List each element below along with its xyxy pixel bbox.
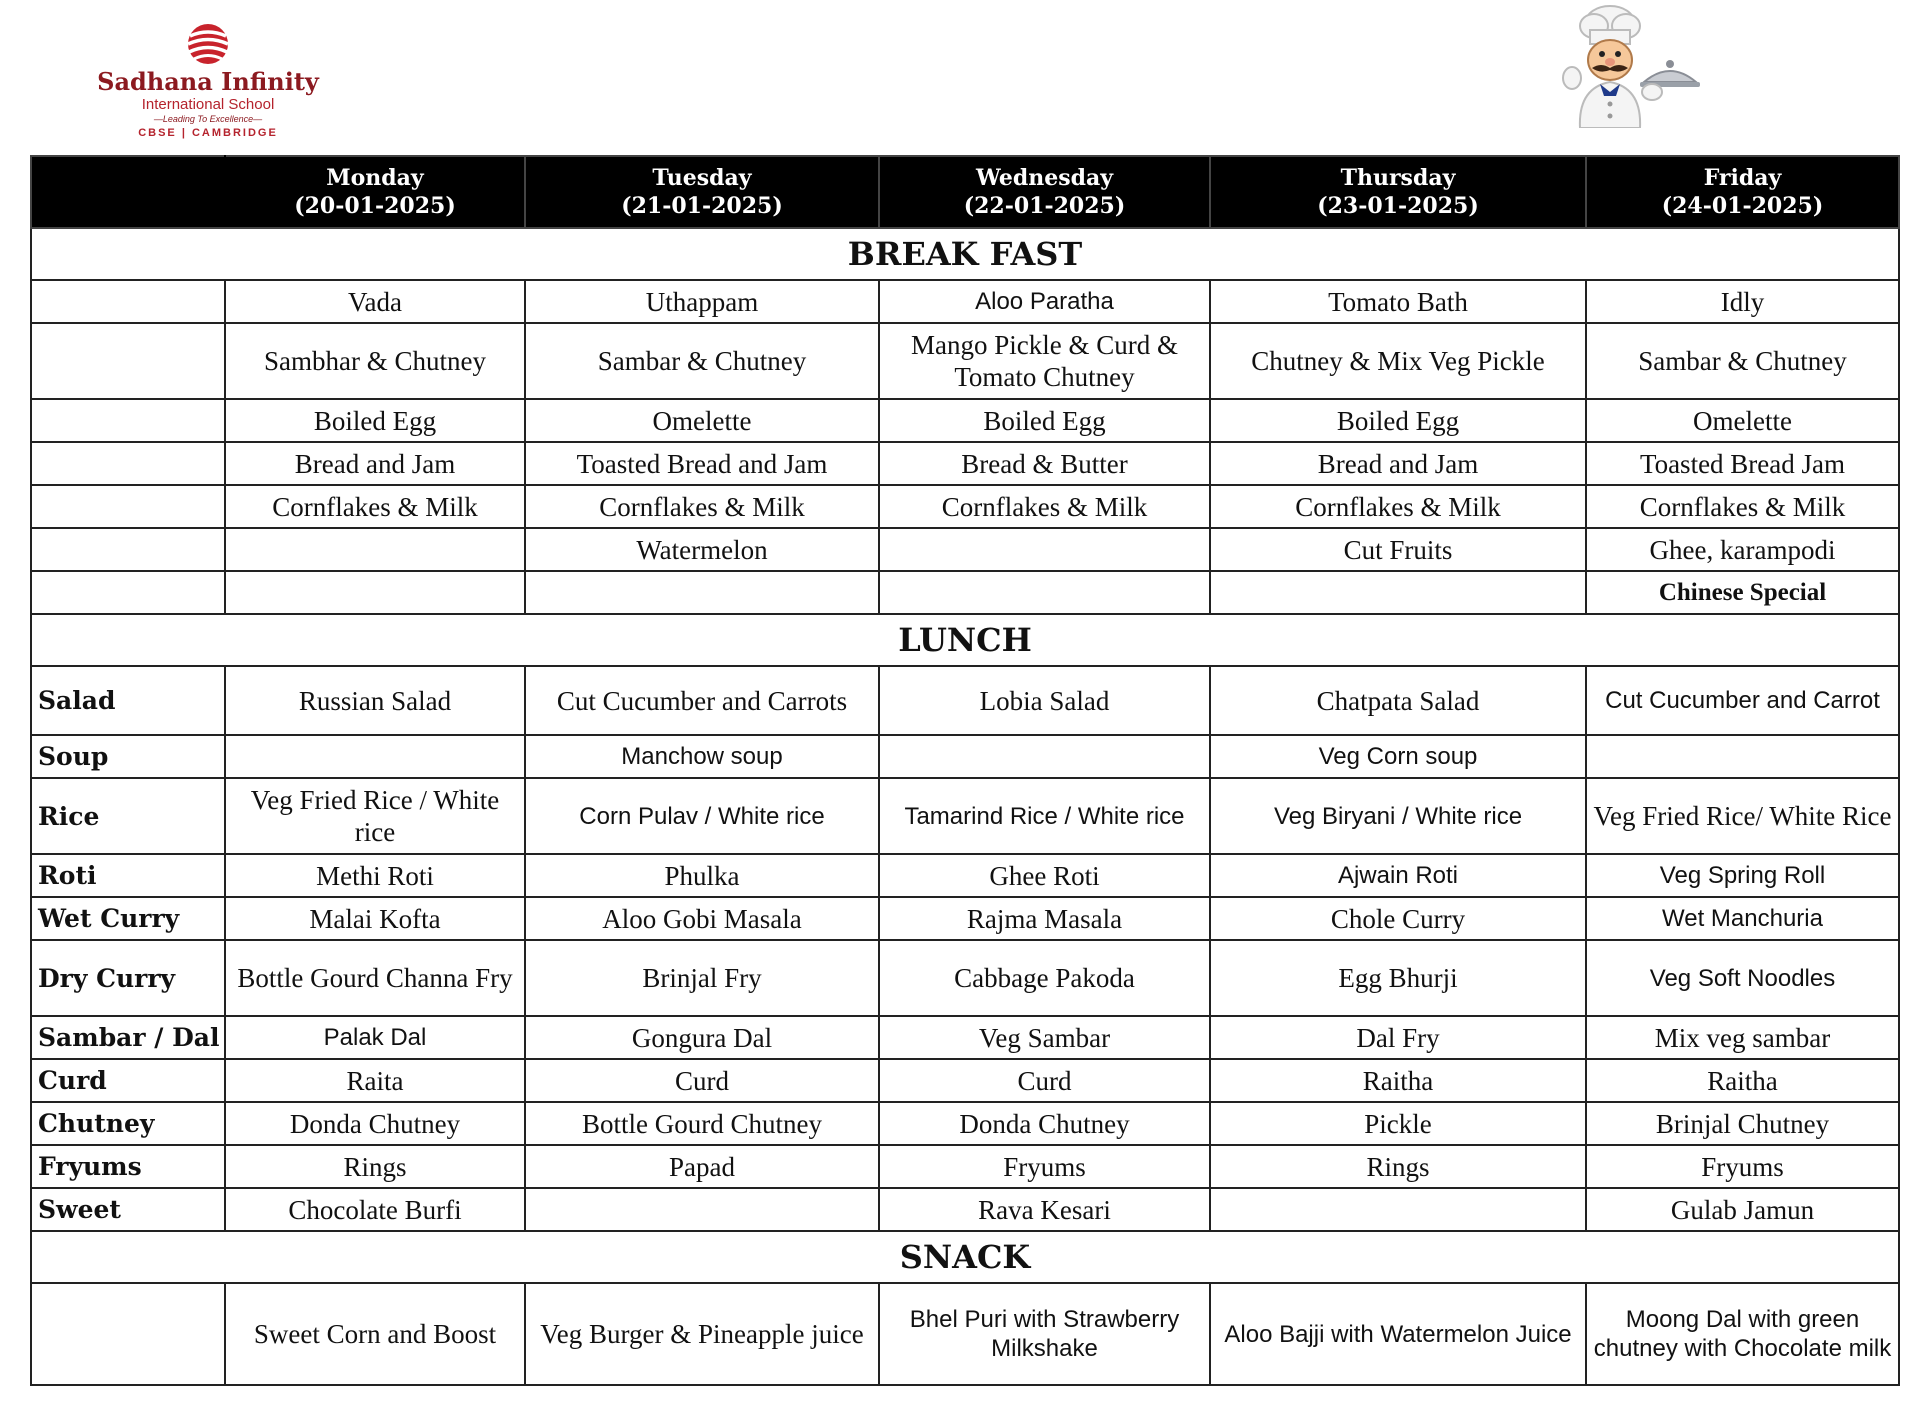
row-label-cell bbox=[31, 399, 225, 442]
menu-cell: Palak Dal bbox=[225, 1016, 525, 1059]
menu-cell: Toasted Bread Jam bbox=[1586, 442, 1899, 485]
menu-cell: Bread and Jam bbox=[225, 442, 525, 485]
menu-cell bbox=[1586, 735, 1899, 778]
menu-cell: Rava Kesari bbox=[879, 1188, 1210, 1231]
menu-cell: Chatpata Salad bbox=[1210, 666, 1586, 735]
header-tuesday bbox=[525, 156, 879, 228]
menu-cell: Aloo Paratha bbox=[879, 280, 1210, 323]
table-row bbox=[31, 1188, 1899, 1231]
menu-cell: Mango Pickle & Curd & Tomato Chutney bbox=[879, 323, 1210, 399]
menu-cell: Cut Cucumber and Carrot bbox=[1586, 666, 1899, 735]
row-label-cell bbox=[31, 323, 225, 399]
menu-cell: Rings bbox=[225, 1145, 525, 1188]
menu-cell bbox=[225, 571, 525, 614]
menu-cell: Lobia Salad bbox=[879, 666, 1210, 735]
header-friday bbox=[1586, 156, 1899, 228]
menu-cell: Gongura Dal bbox=[525, 1016, 879, 1059]
menu-cell: Ghee, karampodi bbox=[1586, 528, 1899, 571]
row-label-salad: Salad bbox=[31, 666, 225, 735]
table-row bbox=[31, 940, 1899, 1016]
menu-cell: Cornflakes & Milk bbox=[1586, 485, 1899, 528]
section-row-snack bbox=[31, 1231, 1899, 1283]
menu-cell: Vada bbox=[225, 280, 525, 323]
menu-cell: Omelette bbox=[1586, 399, 1899, 442]
row-label-wet-curry: Wet Curry bbox=[31, 897, 225, 940]
menu-cell: Idly bbox=[1586, 280, 1899, 323]
menu-cell: Curd bbox=[525, 1059, 879, 1102]
header-blank-cell bbox=[31, 156, 225, 228]
day-date: (24-01-2025) bbox=[1661, 193, 1824, 219]
menu-cell: Raita bbox=[225, 1059, 525, 1102]
table-row bbox=[31, 735, 1899, 778]
row-label-cell bbox=[31, 442, 225, 485]
menu-cell: Malai Kofta bbox=[225, 897, 525, 940]
menu-cell: Veg Soft Noodles bbox=[1586, 940, 1899, 1016]
menu-cell: Chole Curry bbox=[1210, 897, 1586, 940]
day-name: Monday bbox=[326, 165, 424, 191]
menu-cell: Veg Sambar bbox=[879, 1016, 1210, 1059]
header-thursday bbox=[1210, 156, 1586, 228]
day-date: (23-01-2025) bbox=[1317, 193, 1479, 219]
table-row bbox=[31, 442, 1899, 485]
menu-cell: Chocolate Burfi bbox=[225, 1188, 525, 1231]
menu-cell: Veg Fried Rice / White rice bbox=[225, 778, 525, 854]
school-boards: CBSE | CAMBRIDGE bbox=[138, 127, 278, 139]
menu-cell: Corn Pulav / White rice bbox=[525, 778, 879, 854]
menu-cell: Pickle bbox=[1210, 1102, 1586, 1145]
menu-cell: Veg Corn soup bbox=[1210, 735, 1586, 778]
table-row bbox=[31, 1145, 1899, 1188]
table-row bbox=[31, 1102, 1899, 1145]
table-row bbox=[31, 778, 1899, 854]
table-row bbox=[31, 1016, 1899, 1059]
row-label-sambar-dal: Sambar / Dal bbox=[31, 1016, 225, 1059]
menu-cell: Phulka bbox=[525, 854, 879, 897]
menu-cell: Cut Cucumber and Carrots bbox=[525, 666, 879, 735]
menu-cell: Bread and Jam bbox=[1210, 442, 1586, 485]
menu-table bbox=[30, 155, 1900, 1386]
section-title-snack: SNACK bbox=[31, 1231, 1899, 1283]
row-label-soup: Soup bbox=[31, 735, 225, 778]
menu-cell: Bottle Gourd Channa Fry bbox=[225, 940, 525, 1016]
menu-cell bbox=[1210, 1188, 1586, 1231]
menu-cell: Aloo Bajji with Watermelon Juice bbox=[1210, 1283, 1586, 1385]
school-name: Sadhana Infinity bbox=[97, 67, 319, 96]
menu-cell: Bhel Puri with Strawberry Milkshake bbox=[879, 1283, 1210, 1385]
menu-cell: Donda Chutney bbox=[225, 1102, 525, 1145]
menu-cell: Moong Dal with green chutney with Chocolate milk bbox=[1586, 1283, 1899, 1385]
table-row bbox=[31, 854, 1899, 897]
menu-cell: Sambhar & Chutney bbox=[225, 323, 525, 399]
row-label-cell bbox=[31, 1283, 225, 1385]
header-wednesday bbox=[879, 156, 1210, 228]
row-label-cell bbox=[31, 571, 225, 614]
menu-cell: Bottle Gourd Chutney bbox=[525, 1102, 879, 1145]
menu-cell: Tomato Bath bbox=[1210, 280, 1586, 323]
school-logo bbox=[88, 22, 328, 148]
menu-cell: Cut Fruits bbox=[1210, 528, 1586, 571]
row-label-roti: Roti bbox=[31, 854, 225, 897]
table-row bbox=[31, 485, 1899, 528]
menu-cell: Chutney & Mix Veg Pickle bbox=[1210, 323, 1586, 399]
menu-cell: Veg Burger & Pineapple juice bbox=[525, 1283, 879, 1385]
header-monday bbox=[225, 156, 525, 228]
section-row-lunch bbox=[31, 614, 1899, 666]
row-label-cell bbox=[31, 280, 225, 323]
menu-cell: Rajma Masala bbox=[879, 897, 1210, 940]
menu-cell: Brinjal Chutney bbox=[1586, 1102, 1899, 1145]
menu-cell: Cornflakes & Milk bbox=[525, 485, 879, 528]
menu-cell bbox=[525, 1188, 879, 1231]
day-name: Friday bbox=[1703, 165, 1782, 191]
menu-cell: Curd bbox=[879, 1059, 1210, 1102]
menu-cell: Methi Roti bbox=[225, 854, 525, 897]
menu-cell: Fryums bbox=[1586, 1145, 1899, 1188]
table-row bbox=[31, 528, 1899, 571]
menu-cell bbox=[1210, 571, 1586, 614]
row-label-curd: Curd bbox=[31, 1059, 225, 1102]
chef-icon bbox=[1548, 0, 1708, 128]
header-row bbox=[31, 156, 1899, 228]
row-label-chutney: Chutney bbox=[31, 1102, 225, 1145]
menu-cell: Veg Biryani / White rice bbox=[1210, 778, 1586, 854]
menu-cell: Cabbage Pakoda bbox=[879, 940, 1210, 1016]
menu-cell: Uthappam bbox=[525, 280, 879, 323]
menu-cell: Aloo Gobi Masala bbox=[525, 897, 879, 940]
table-row bbox=[31, 666, 1899, 735]
menu-cell: Veg Spring Roll bbox=[1586, 854, 1899, 897]
menu-cell: Brinjal Fry bbox=[525, 940, 879, 1016]
menu-cell: Veg Fried Rice/ White Rice bbox=[1586, 778, 1899, 854]
row-label-rice: Rice bbox=[31, 778, 225, 854]
table-row bbox=[31, 897, 1899, 940]
menu-cell: Donda Chutney bbox=[879, 1102, 1210, 1145]
day-name: Wednesday bbox=[975, 165, 1114, 191]
table-row bbox=[31, 399, 1899, 442]
menu-cell: Fryums bbox=[879, 1145, 1210, 1188]
day-date: (20-01-2025) bbox=[294, 193, 456, 219]
menu-cell: Tamarind Rice / White rice bbox=[879, 778, 1210, 854]
table-row bbox=[31, 323, 1899, 399]
school-tagline: —Leading To Excellence— bbox=[153, 114, 263, 124]
menu-cell: Boiled Egg bbox=[1210, 399, 1586, 442]
menu-cell: Cornflakes & Milk bbox=[1210, 485, 1586, 528]
menu-cell: Boiled Egg bbox=[879, 399, 1210, 442]
menu-cell bbox=[879, 571, 1210, 614]
menu-cell: Egg Bhurji bbox=[1210, 940, 1586, 1016]
menu-cell bbox=[879, 528, 1210, 571]
menu-cell: Russian Salad bbox=[225, 666, 525, 735]
row-label-cell bbox=[31, 528, 225, 571]
menu-cell: Omelette bbox=[525, 399, 879, 442]
table-row bbox=[31, 280, 1899, 323]
row-label-fryums: Fryums bbox=[31, 1145, 225, 1188]
section-title-breakfast: BREAK FAST bbox=[31, 228, 1899, 280]
menu-cell: Dal Fry bbox=[1210, 1016, 1586, 1059]
menu-cell bbox=[525, 571, 879, 614]
menu-cell bbox=[225, 735, 525, 778]
menu-cell bbox=[879, 735, 1210, 778]
menu-cell: Bread & Butter bbox=[879, 442, 1210, 485]
day-date: (21-01-2025) bbox=[621, 193, 783, 219]
menu-cell: Sweet Corn and Boost bbox=[225, 1283, 525, 1385]
menu-cell: Raitha bbox=[1586, 1059, 1899, 1102]
school-emblem-icon bbox=[182, 22, 234, 66]
menu-cell: Boiled Egg bbox=[225, 399, 525, 442]
menu-cell: Sambar & Chutney bbox=[525, 323, 879, 399]
menu-cell: Watermelon bbox=[525, 528, 879, 571]
day-name: Thursday bbox=[1340, 165, 1456, 191]
section-title-lunch: LUNCH bbox=[31, 614, 1899, 666]
menu-cell bbox=[225, 528, 525, 571]
menu-cell: Chinese Special bbox=[1586, 571, 1899, 614]
menu-cell: Rings bbox=[1210, 1145, 1586, 1188]
row-label-cell bbox=[31, 485, 225, 528]
row-label-sweet: Sweet bbox=[31, 1188, 225, 1231]
day-date: (22-01-2025) bbox=[963, 193, 1126, 219]
section-row-breakfast bbox=[31, 228, 1899, 280]
menu-cell: Ghee Roti bbox=[879, 854, 1210, 897]
table-row bbox=[31, 1059, 1899, 1102]
row-label-dry-curry: Dry Curry bbox=[31, 940, 225, 1016]
table-row bbox=[31, 1283, 1899, 1385]
menu-cell: Sambar & Chutney bbox=[1586, 323, 1899, 399]
menu-cell: Cornflakes & Milk bbox=[879, 485, 1210, 528]
day-name: Tuesday bbox=[652, 165, 752, 191]
menu-cell: Papad bbox=[525, 1145, 879, 1188]
menu-cell: Manchow soup bbox=[525, 735, 879, 778]
menu-cell: Gulab Jamun bbox=[1586, 1188, 1899, 1231]
menu-cell: Ajwain Roti bbox=[1210, 854, 1586, 897]
table-row bbox=[31, 571, 1899, 614]
menu-cell: Mix veg sambar bbox=[1586, 1016, 1899, 1059]
menu-cell: Raitha bbox=[1210, 1059, 1586, 1102]
menu-cell: Cornflakes & Milk bbox=[225, 485, 525, 528]
school-subtitle: International School bbox=[141, 96, 275, 113]
menu-cell: Toasted Bread and Jam bbox=[525, 442, 879, 485]
menu-cell: Wet Manchuria bbox=[1586, 897, 1899, 940]
